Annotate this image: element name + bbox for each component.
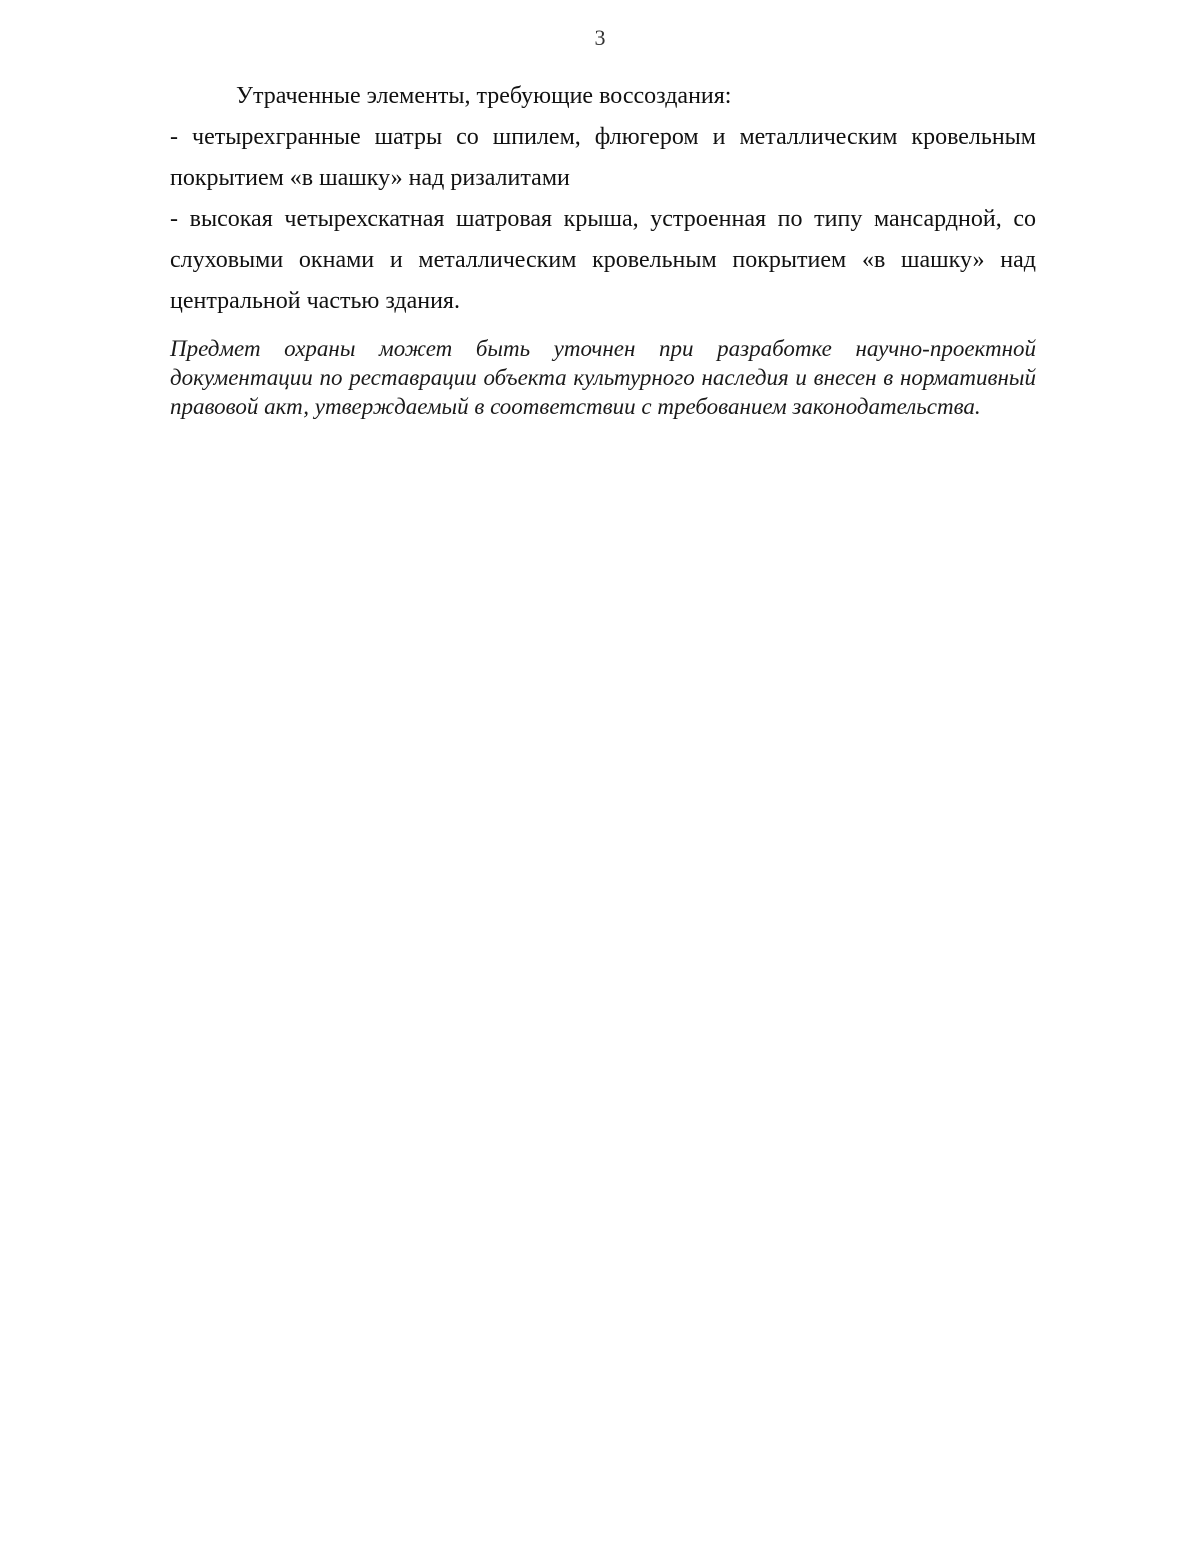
lost-elements-heading: Утраченные элементы, требующие воссоздания: (236, 83, 732, 109)
document-body (170, 76, 1036, 444)
lost-element-item-towers: - четырехгранные шатры со шпилем, флюгером и металлическим кровельным покрытием «в шашку» над ризалитами (170, 124, 1036, 191)
protection-subject-note: Предмет охраны может быть уточнен при разработке научно-проектной документации по реставрации объекта культурного наследия и внесен в нормативный правовой акт, утверждаемый в соответствии с требованием законодательства. (170, 336, 1036, 419)
lost-element-item-roof: - высокая четырехскатная шатровая крыша, устроенная по типу мансардной, со слуховыми окнами и металлическим кровельным покрытием «в шашку» над центральной частью здания. (170, 206, 1036, 314)
page-number: 3 (594, 25, 606, 50)
